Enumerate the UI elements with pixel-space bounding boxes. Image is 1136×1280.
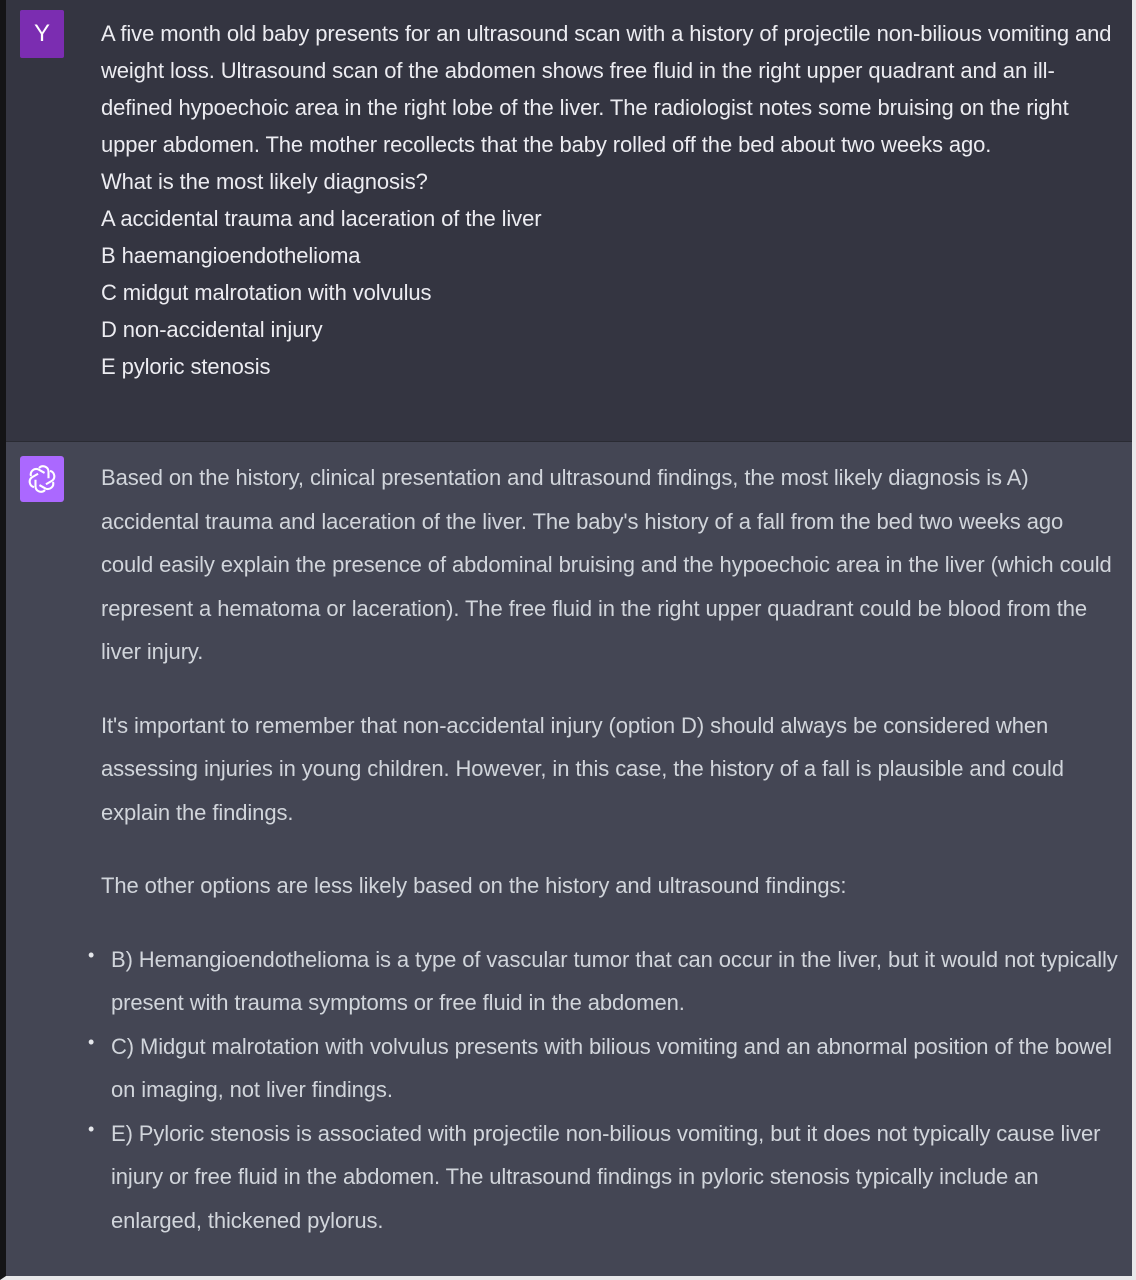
list-item [88, 938, 1121, 1025]
list-item-text: B) Hemangioendothelioma is a type of vascular tumor that can occur in the liver, but it would not typically present with trauma symptoms or free fluid in the abdomen. [111, 946, 1118, 1015]
option-b: B haemangioendothelioma [101, 243, 361, 268]
question-text: A five month old baby presents for an ultrasound scan with a history of projectile non-bilious vomiting and weight loss. Ultrasound scan of the abdomen shows free fluid in the right upper quadrant and an ill-defined hypoechoic area in the right lobe of the liver. The radiologist notes some bruising on the right upper abdomen. The mother recollects that the baby rolled off the bed about two weeks ago. [101, 21, 1112, 157]
answer-paragraph-2: It's important to remember that non-accidental injury (option D) should always be considered when assessing injuries in young children. However, in this case, the history of a fall is plausible and could explain the findings. [101, 712, 1064, 825]
assistant-avatar [20, 456, 64, 502]
bullet-icon: • [88, 944, 95, 965]
list-item-text: C) Midgut malrotation with volvulus presents with bilious vomiting and an abnormal position of the bowel on imaging, not liver findings. [111, 1033, 1112, 1102]
option-a: A accidental trauma and laceration of the liver [101, 206, 542, 231]
answer-paragraph-1: Based on the history, clinical presentation and ultrasound findings, the most likely diagnosis is A) accidental trauma and laceration of the liver. The baby's history of a fall from the bed two weeks ago could easily explain the presence of abdominal bruising and the hypoechoic area in the liver (which could represent a hematoma or laceration). The free fluid in the right upper quadrant could be blood from the liver injury. [101, 465, 1112, 664]
user-avatar: Y [20, 10, 64, 58]
openai-logo-icon [28, 463, 56, 495]
assistant-message [6, 442, 1132, 1276]
option-c: C midgut malrotation with volvulus [101, 280, 432, 305]
list-item [88, 1112, 1121, 1243]
bullet-icon: • [88, 1031, 95, 1052]
option-e: E pyloric stenosis [101, 354, 271, 379]
option-d: D non-accidental injury [101, 317, 323, 342]
list-item [88, 1025, 1121, 1112]
bullet-icon: • [88, 1118, 95, 1139]
list-item-text: E) Pyloric stenosis is associated with projectile non-bilious vomiting, but it does not typically cause liver injury or free fluid in the abdomen. The ultrasound findings in pyloric stenosis typically include an enlarged, thickened pylorus. [111, 1120, 1101, 1233]
assistant-message-text [88, 456, 1121, 1242]
user-message-text [101, 15, 1121, 385]
user-message [6, 0, 1132, 442]
answer-paragraph-3: The other options are less likely based on the history and ultrasound findings: [101, 873, 847, 898]
question-prompt: What is the most likely diagnosis? [101, 169, 428, 194]
other-options-list [88, 938, 1121, 1243]
